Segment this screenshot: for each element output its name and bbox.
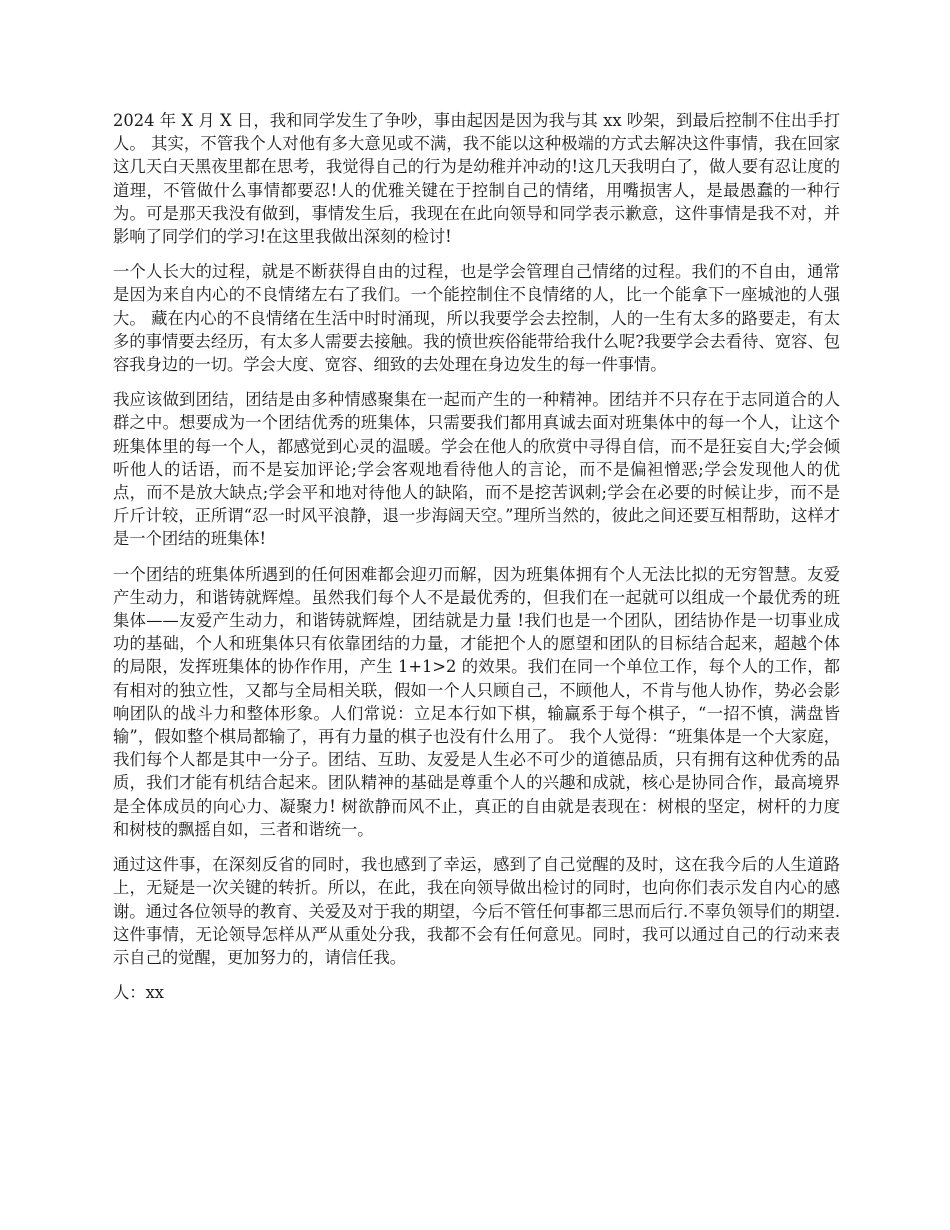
document-body xyxy=(113,109,840,1016)
paragraph-growth: 一个人长大的过程，就是不断获得自由的过程，也是学会管理自己情绪的过程。我们的不自由，通常是因为来自内心的不良情绪左右了我们。一个能控制住不良情绪的人，比一个能拿下一座城池的人强大。 藏在内心的不良情绪在生活中时时涌现，所以我要学会去控制，人的一生有太多的路要走，有太多的事情要去经历，有太多人需要去接触。我的愤世疾俗能带给我什么呢?我要学会去看待、宽容、包容我身边的一切。学会大度、宽容、细致的去处理在身边发生的每一件事情。 xyxy=(113,262,840,375)
paragraph-conclusion: 通过这件事，在深刻反省的同时，我也感到了幸运，感到了自己觉醒的及时，这在我今后的人生道路上，无疑是一次关键的转折。所以，在此，我在向领导做出检讨的同时，也向你们表示发自内心的感谢。通过各位领导的教育、关爱及对于我的期望，今后不管任何事都三思而后行.不辜负领导们的期望. 这件事情，无论领导怎样从严从重处分我，我都不会有任何意见。同时，我可以通过自己的行动来表示自己的觉醒，更加努力的，请信任我。 xyxy=(113,855,840,967)
paragraph-teamwork: 一个团结的班集体所遇到的任何困难都会迎刃而解，因为班集体拥有个人无法比拟的无穷智慧。友爱产生动力，和谐铸就辉煌。虽然我们每个人不是最优秀的，但我们在一起就可以组成一个最优秀的班集体——友爱产生动力，和谐铸就辉煌，团结就是力量 !我们也是一个团队，团结协作是一切事业成功的基础，个人和班集体只有依靠团结的力量，才能把个人的愿望和团队的目标结合起来，超越个体的局限，发挥班集体的协作作用，产生 1+1>2 的效果。我们在同一个单位工作，每个人的工作，都有相对的独立性，又都与全局相关联，假如一个人只顾自己，不顾他人，不肯与他人协作，势必会影响团队的战斗力和整体形象。人们常说：立足本行如下棋，输赢系于每个棋子，“一招不慎，满盘皆输”，假如整个棋局都输了，再有力量的棋子也没有什么用了。 我个人觉得：“班集体是一个大家庭，我们每个人都是其中一分子。团结、互助、友爱是人生必不可少的道德品质，只有拥有这种优秀的品质，我们才能有机结合起来。团队精神的基础是尊重个人的兴趣和成就，核心是协同合作，最高境界是全体成员的向心力、凝聚力! 树欲静而风不止，真正的自由就是表现在：树根的坚定，树杆的力度和树枝的飘摇自如，三者和谐统一。 xyxy=(113,564,840,839)
paragraph-unity: 我应该做到团结，团结是由多种情感聚集在一起而产生的一种精神。团结并不只存在于志同道合的人群之中。想要成为一个团结优秀的班集体，只需要我们都用真诚去面对班集体中的每一个人，让这个班集体里的每一个人，都感觉到心灵的温暖。学会在他人的欣赏中寻得自信，而不是狂妄自大;学会倾听他人的话语，而不是妄加评论;学会客观地看待他人的言论，而不是偏袒憎恶;学会发现他人的优点，而不是放大缺点;学会平和地对待他人的缺陷，而不是挖苦讽刺;学会在必要的时候让步，而不是斤斤计较，正所谓“忍一时风平浪静，退一步海阔天空。”理所当然的，彼此之间还要互相帮助，这样才是一个团结的班集体! xyxy=(113,390,840,549)
paragraph-incident: 2024 年 X 月 X 日，我和同学发生了争吵，事由起因是因为我与其 xx 吵架，到最后控制不住出手打人。 其实，不管我个人对他有多大意见或不满，我不能以这种极端的方式去解决这件事情，我在回家这几天白天黑夜里都在思考，我觉得自己的行为是幼稚并冲动的!这几天我明白了，做人要有忍让度的道理，不管做什么事情都要忍!人的优雅关键在于控制自己的情绪，用嘴损害人，是最愚蠢的一种行为。可是那天我没有做到，事情发生后，我现在在此向领导和同学表示歉意，这件事情是我不对，并影响了同学们的学习!在这里我做出深刻的检讨! xyxy=(113,111,840,247)
signature: 人：xx xyxy=(113,983,164,1003)
